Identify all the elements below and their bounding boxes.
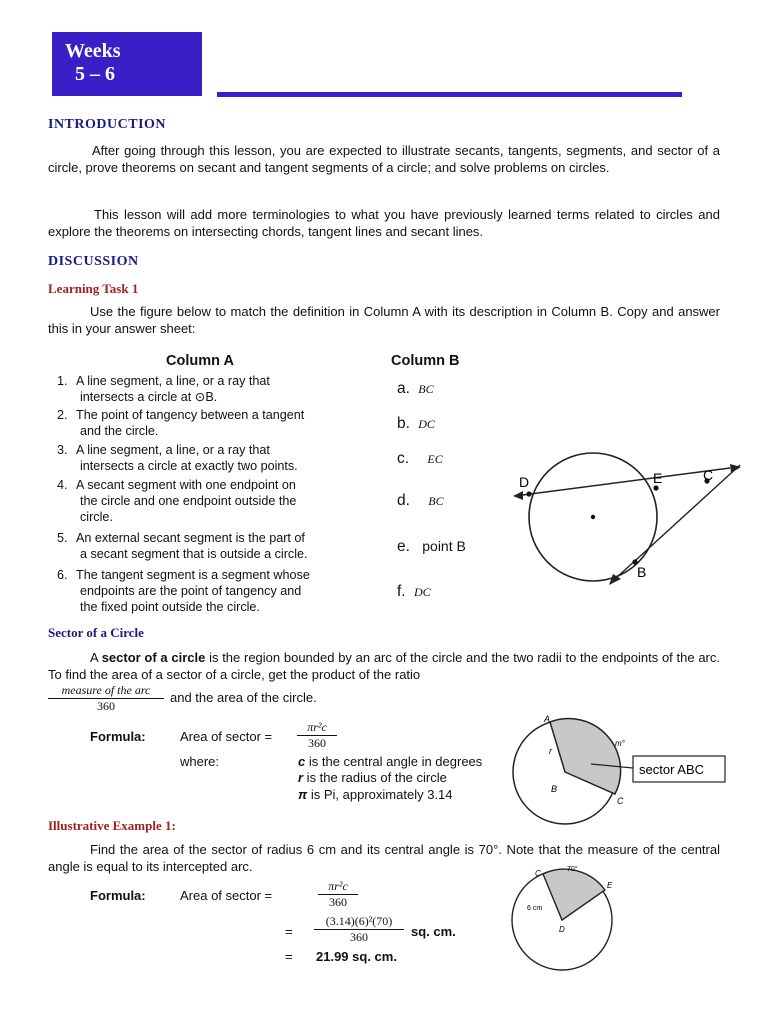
item-line: intersects a circle at exactly two points. — [80, 459, 298, 473]
sector-heading: Sector of a Circle — [48, 625, 144, 640]
equals-2: = — [285, 949, 293, 964]
sector-text-post: is the region bounded by an arc of the circle and the two radii to the endpoints of the arc. To find the area of a sector of a circle, get the product of the ratio — [48, 650, 720, 682]
where-text-3: is Pi, approximately 3.14 — [307, 787, 453, 802]
formula-fraction — [297, 720, 337, 751]
where-text-2: is the radius of the circle — [303, 770, 447, 785]
label-b: B — [637, 564, 647, 580]
where-line-2 — [298, 770, 447, 785]
column-b-option-b — [397, 415, 435, 433]
label-c: C — [703, 467, 714, 483]
label-c: C — [617, 796, 624, 806]
learning-task-text: Use the figure below to match the definition in Column A with its description in Column B. Copy and answer this in your answer sheet: — [48, 304, 720, 336]
example-result: 21.99 sq. cm. — [316, 949, 397, 964]
option-letter: e. — [397, 538, 410, 555]
where-text-1: is the central angle in degrees — [305, 754, 483, 769]
item-line: the fixed point outside the circle. — [80, 600, 260, 614]
formula-denominator: 360 — [308, 736, 326, 750]
item-line: the circle and one endpoint outside the — [80, 494, 297, 508]
label-radius: 6 cm — [527, 905, 543, 912]
callout-text: sector ABC — [639, 762, 705, 777]
label-angle: 70° — [567, 866, 578, 873]
header-rule — [217, 92, 682, 97]
example-formula-denominator: 360 — [329, 895, 347, 909]
option-letter: a. — [397, 380, 410, 397]
example-formula-label: Formula: — [90, 888, 146, 903]
item-number: 5. — [57, 531, 68, 545]
column-a-item-4 — [57, 477, 377, 527]
where-label: where: — [180, 754, 220, 769]
label-d: D — [519, 474, 530, 490]
substitution-fraction — [314, 914, 404, 945]
option-value: point B — [422, 538, 466, 554]
column-a-item-5 — [57, 530, 377, 564]
option-letter: c. — [397, 450, 410, 467]
var-c: c — [298, 754, 306, 769]
item-line: A line segment, a line, or a ray that — [76, 443, 270, 457]
sector-abc-figure — [505, 710, 735, 825]
sector-term: sector of a circle — [101, 650, 206, 665]
item-line: The point of tangency between a tangent — [76, 408, 305, 422]
label-d: D — [559, 925, 565, 934]
weeks-line1: Weeks — [65, 40, 121, 62]
option-value: BC — [418, 382, 434, 396]
intro-paragraph-2: This lesson will add more terminologies to what you have previously learned terms related to circles and explore the theorems on intersecting chords, tangent lines and secant lines. — [48, 207, 720, 239]
example-formula-numerator: πr²c — [318, 879, 358, 895]
column-a-title: Column A — [166, 353, 234, 369]
example-area-label: Area of sector = — [180, 888, 273, 903]
item-line: An external secant segment is the part of — [76, 531, 305, 545]
formula-label: Formula: — [90, 729, 146, 744]
item-line: A line segment, a line, or a ray that — [76, 374, 270, 388]
ratio-numerator: measure of the arc — [48, 683, 164, 699]
substitution-numerator: (3.14)(6)²(70) — [314, 914, 404, 930]
column-b-option-d — [397, 492, 444, 510]
column-b-option-f — [397, 583, 431, 601]
where-line-3 — [298, 787, 453, 802]
option-letter: d. — [397, 492, 410, 509]
ratio-denominator: 360 — [97, 699, 115, 713]
example-sector-figure — [505, 860, 635, 975]
item-line: endpoints are the point of tangency and — [80, 584, 302, 598]
var-r: r — [298, 770, 304, 785]
option-letter: f. — [397, 583, 406, 600]
secant-tangent-figure — [495, 445, 755, 585]
learning-task-heading: Learning Task 1 — [48, 281, 139, 296]
label-e: E — [607, 881, 613, 890]
introduction-heading: INTRODUCTION — [48, 117, 167, 132]
equals-1: = — [285, 924, 293, 939]
item-number: 4. — [57, 478, 68, 492]
item-line: and the circle. — [80, 424, 159, 438]
ratio-after-text: and the area of the circle. — [170, 690, 317, 705]
weeks-badge — [52, 32, 202, 96]
shaded-sector — [550, 719, 621, 794]
column-b-option-c — [397, 450, 443, 468]
label-e: E — [653, 470, 663, 486]
label-r: r — [549, 746, 552, 756]
option-value: EC — [427, 452, 443, 466]
column-b-title: Column B — [391, 353, 460, 369]
var-pi: π — [298, 787, 308, 802]
ratio-fraction — [48, 683, 164, 714]
point-d — [526, 491, 531, 496]
option-value: DC — [418, 417, 435, 431]
units-label: sq. cm. — [411, 924, 456, 939]
formula-numerator: πr²c — [297, 720, 337, 736]
item-line: circle. — [80, 510, 113, 524]
column-a-item-1 — [57, 373, 377, 407]
item-line: intersects a circle at ⊙B. — [80, 390, 218, 404]
point-e — [653, 485, 658, 490]
option-value: DC — [413, 585, 431, 599]
example-text: Find the area of the sector of radius 6 cm and its central angle is 70°. Note that the measure of the central angle is equal to its intercepted arc. — [48, 842, 720, 874]
column-a-item-3 — [57, 442, 377, 476]
label-c: C — [535, 869, 541, 878]
item-line: The tangent segment is a segment whose — [76, 568, 310, 582]
sector-paragraph — [48, 650, 720, 683]
center-point — [591, 515, 595, 519]
item-number: 1. — [57, 374, 68, 388]
discussion-heading: DISCUSSION — [48, 254, 139, 269]
option-letter: b. — [397, 415, 410, 432]
where-line-1 — [298, 754, 482, 769]
intro-paragraph-1: After going through this lesson, you are expected to illustrate secants, tangents, segments, and sector of a circle, prove theorems on secant and tangent segments of a circle; and solve problems on circles. — [48, 143, 720, 175]
label-m: m° — [615, 739, 625, 748]
example-formula-fraction — [318, 879, 358, 910]
column-a-item-6 — [57, 567, 377, 617]
area-label: Area of sector = — [180, 729, 273, 744]
label-b: B — [551, 784, 558, 794]
column-a-item-2 — [57, 407, 377, 441]
option-value: BC — [428, 494, 444, 508]
column-b-option-e — [397, 538, 466, 556]
example-heading: Illustrative Example 1: — [48, 818, 176, 833]
label-a: A — [544, 714, 551, 724]
item-number: 6. — [57, 568, 68, 582]
arrowhead-left — [513, 491, 523, 500]
column-b-option-a — [397, 380, 434, 398]
substitution-denominator: 360 — [350, 930, 368, 944]
shaded-sector — [543, 869, 605, 920]
sector-text-pre: A — [90, 650, 102, 665]
item-line: a secant segment that is outside a circle. — [80, 547, 308, 561]
item-number: 3. — [57, 443, 68, 457]
item-number: 2. — [57, 408, 68, 422]
item-line: A secant segment with one endpoint on — [76, 478, 296, 492]
weeks-line2: 5 – 6 — [75, 63, 115, 85]
